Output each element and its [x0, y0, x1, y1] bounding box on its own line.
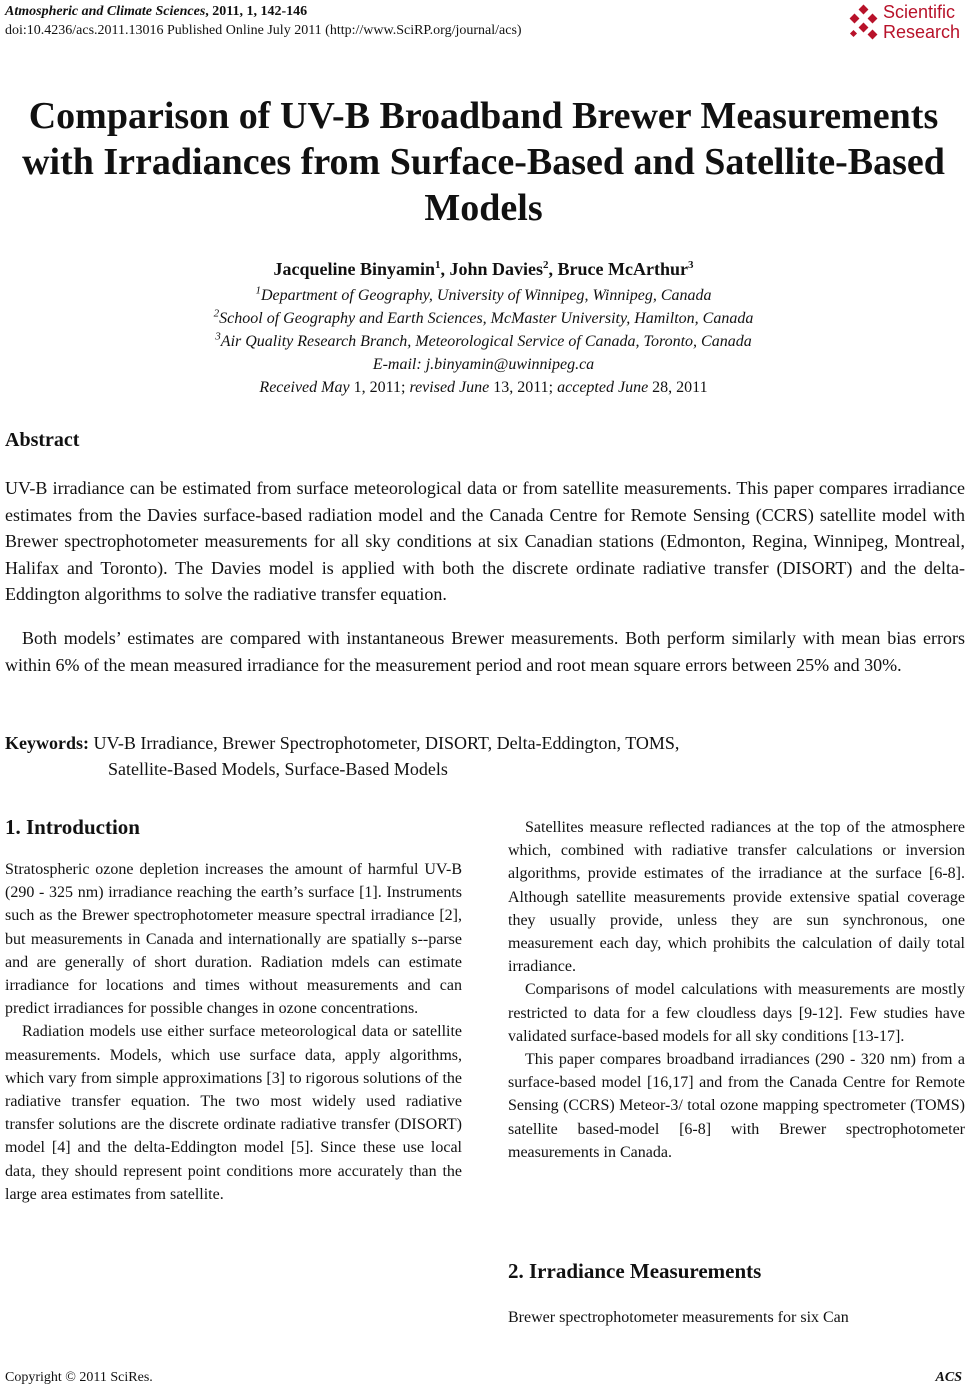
author-2-sup: 2	[543, 259, 549, 271]
accepted-value: 28, 2011	[648, 379, 708, 396]
left-column	[5, 858, 462, 1206]
keywords-list-1: UV-B Irradiance, Brewer Spectrophotometer, DISORT, Delta-Eddington, TOMS,	[89, 733, 680, 753]
journal-citation: , 2011, 1, 142-146	[205, 4, 308, 19]
author-separator: ,	[440, 259, 450, 279]
affiliation-3	[0, 331, 967, 353]
received-label: Received May	[259, 379, 350, 396]
keywords-line-1	[5, 730, 679, 756]
keywords-line-2: Satellite-Based Models, Surface-Based Models	[108, 759, 448, 779]
copyright-footer: Copyright © 2011 SciRes.	[5, 1370, 153, 1385]
body-paragraph: This paper compares broadband irradiances (290 - 320 nm) from a surface-based model [16,17] and from the Canada Centre for Remote Sensing (CCRS) Meteor-3/ total ozone mapping spectrometer (TOMS) satellite based-model [6-8] with Brewer spectrophotometer measurements in Canada.	[508, 1051, 965, 1161]
journal-header	[5, 3, 307, 21]
body-paragraph: Satellites measure reflected radiances at the top of the atmosphere which, combined with radiative transfer calculations or inversion algorithms, provide estimates of the irradiance at the surface [6-8]. Although satellite measurements provide extensive spatial coverage they usually provide, unless they are sun synchronous, one measurement each day, which prohibits the calculation of daily total irradiance.	[508, 819, 965, 976]
body-paragraph: Brewer spectrophotometer measurements for six Can	[508, 1309, 849, 1326]
affiliation-1-sup: 1	[255, 284, 261, 297]
affiliation-2	[0, 308, 967, 330]
body-paragraph: Stratospheric ozone depletion increases the amount of harmful UV-B (290 - 325 nm) irradiance reaching the earth’s surface [1]. Instruments such as the Brewer spectrophotometer measure spectral irradiance [2], but measurements in Canada and internationally are spatially s--parse and are generally of short duration. Radiation mdels can estimate irradiance for locations and times without measurements and can predict irradiances for possible changes in ozone concentrations.	[5, 861, 462, 1018]
journal-abbreviation-footer: ACS	[935, 1370, 962, 1385]
logo-mark-icon	[843, 4, 883, 44]
journal-name: Atmospheric and Climate Sciences	[5, 4, 206, 19]
logo-text	[883, 2, 960, 42]
affiliation-2-sup: 2	[213, 307, 220, 320]
accepted-label: accepted June	[557, 379, 649, 396]
affiliation-3-sup: 3	[215, 330, 221, 343]
author-2: John Davies	[449, 259, 544, 279]
received-value: 1, 2011;	[349, 379, 410, 396]
received-dates	[0, 377, 967, 399]
author-3: Bruce McArthur	[557, 259, 688, 279]
revised-label: revised June	[409, 379, 490, 396]
author-1: Jacqueline Binyamin	[273, 259, 436, 279]
affiliation-3-text: Air Quality Research Branch, Meteorological Service of Canada, Toronto, Canada	[220, 333, 752, 350]
abstract-paragraph-2: Both models’ estimates are compared with instantaneous Brewer measurements. Both perform similarly with mean bias errors within 6% of the mean measured irradiance for the measurement period and root mean square errors between 25% and 30%.	[5, 628, 965, 675]
revised-value: 13, 2011;	[489, 379, 558, 396]
author-1-sup: 1	[435, 259, 441, 271]
abstract-paragraph-1: UV-B irradiance can be estimated from surface meteorological data or from satellite measurements. This paper compares irradiance estimates from the Davies surface-based radiation model and the Canada Centre for Remote Sensing (CCRS) satellite model with Brewer spectrophotometer measurements for all sky conditions at six Canadian stations (Edmonton, Regina, Winnipeg, Montreal, Halifax and Toronto). The Davies model is applied with both the discrete ordinate radiative transfer (DISORT) and the delta-Eddington algorithms to solve the radiative transfer equation.	[5, 478, 965, 605]
right-column-continued	[508, 1306, 965, 1329]
keywords-label: Keywords:	[5, 733, 89, 753]
paper-title: Comparison of UV-B Broadband Brewer Measurements with Irradiances from Surface-Based and Satellite-Based Models	[22, 95, 945, 229]
author-3-sup: 3	[688, 259, 694, 271]
section-heading-irradiance-measurements: 2. Irradiance Measurements	[508, 1259, 762, 1283]
section-heading-introduction: 1. Introduction	[5, 815, 140, 839]
affiliation-2-text: School of Geography and Earth Sciences, McMaster University, Hamilton, Canada	[219, 310, 754, 327]
logo-line-2: Research	[883, 22, 961, 42]
affiliation-1	[0, 285, 967, 307]
logo-line-1: Scientific	[883, 2, 956, 22]
publisher-logo	[843, 2, 963, 46]
body-paragraph: Comparisons of model calculations with measurements are mostly restricted to data for a few cloudless days [9-12]. Few studies have validated surface-based models for all sky conditions [13-17].	[508, 981, 965, 1045]
email-line: E-mail: j.binyamin@uwinnipeg.ca	[372, 356, 595, 373]
abstract-heading: Abstract	[5, 429, 80, 451]
affiliation-1-text: Department of Geography, University of Winnipeg, Winnipeg, Canada	[260, 287, 712, 304]
doi-line: doi:10.4236/acs.2011.13016 Published Online July 2011 (http://www.SciRP.org/journal/acs)	[5, 23, 522, 38]
right-column	[508, 816, 965, 1164]
author-list	[0, 257, 967, 281]
author-separator: ,	[548, 259, 558, 279]
body-paragraph: Radiation models use either surface meteorological data or satellite measurements. Models, which use surface data, apply algorithms, which vary from simple approximations [3] to rigorous solutions of the radiative transfer equation. The two most widely used radiative transfer solutions are the discrete ordinate radiative transfer (DISORT) model [4] and the delta-Eddington model [5]. Since these use local data, they should represent point conditions more accurately than the large area estimates from satellite.	[5, 1023, 462, 1203]
